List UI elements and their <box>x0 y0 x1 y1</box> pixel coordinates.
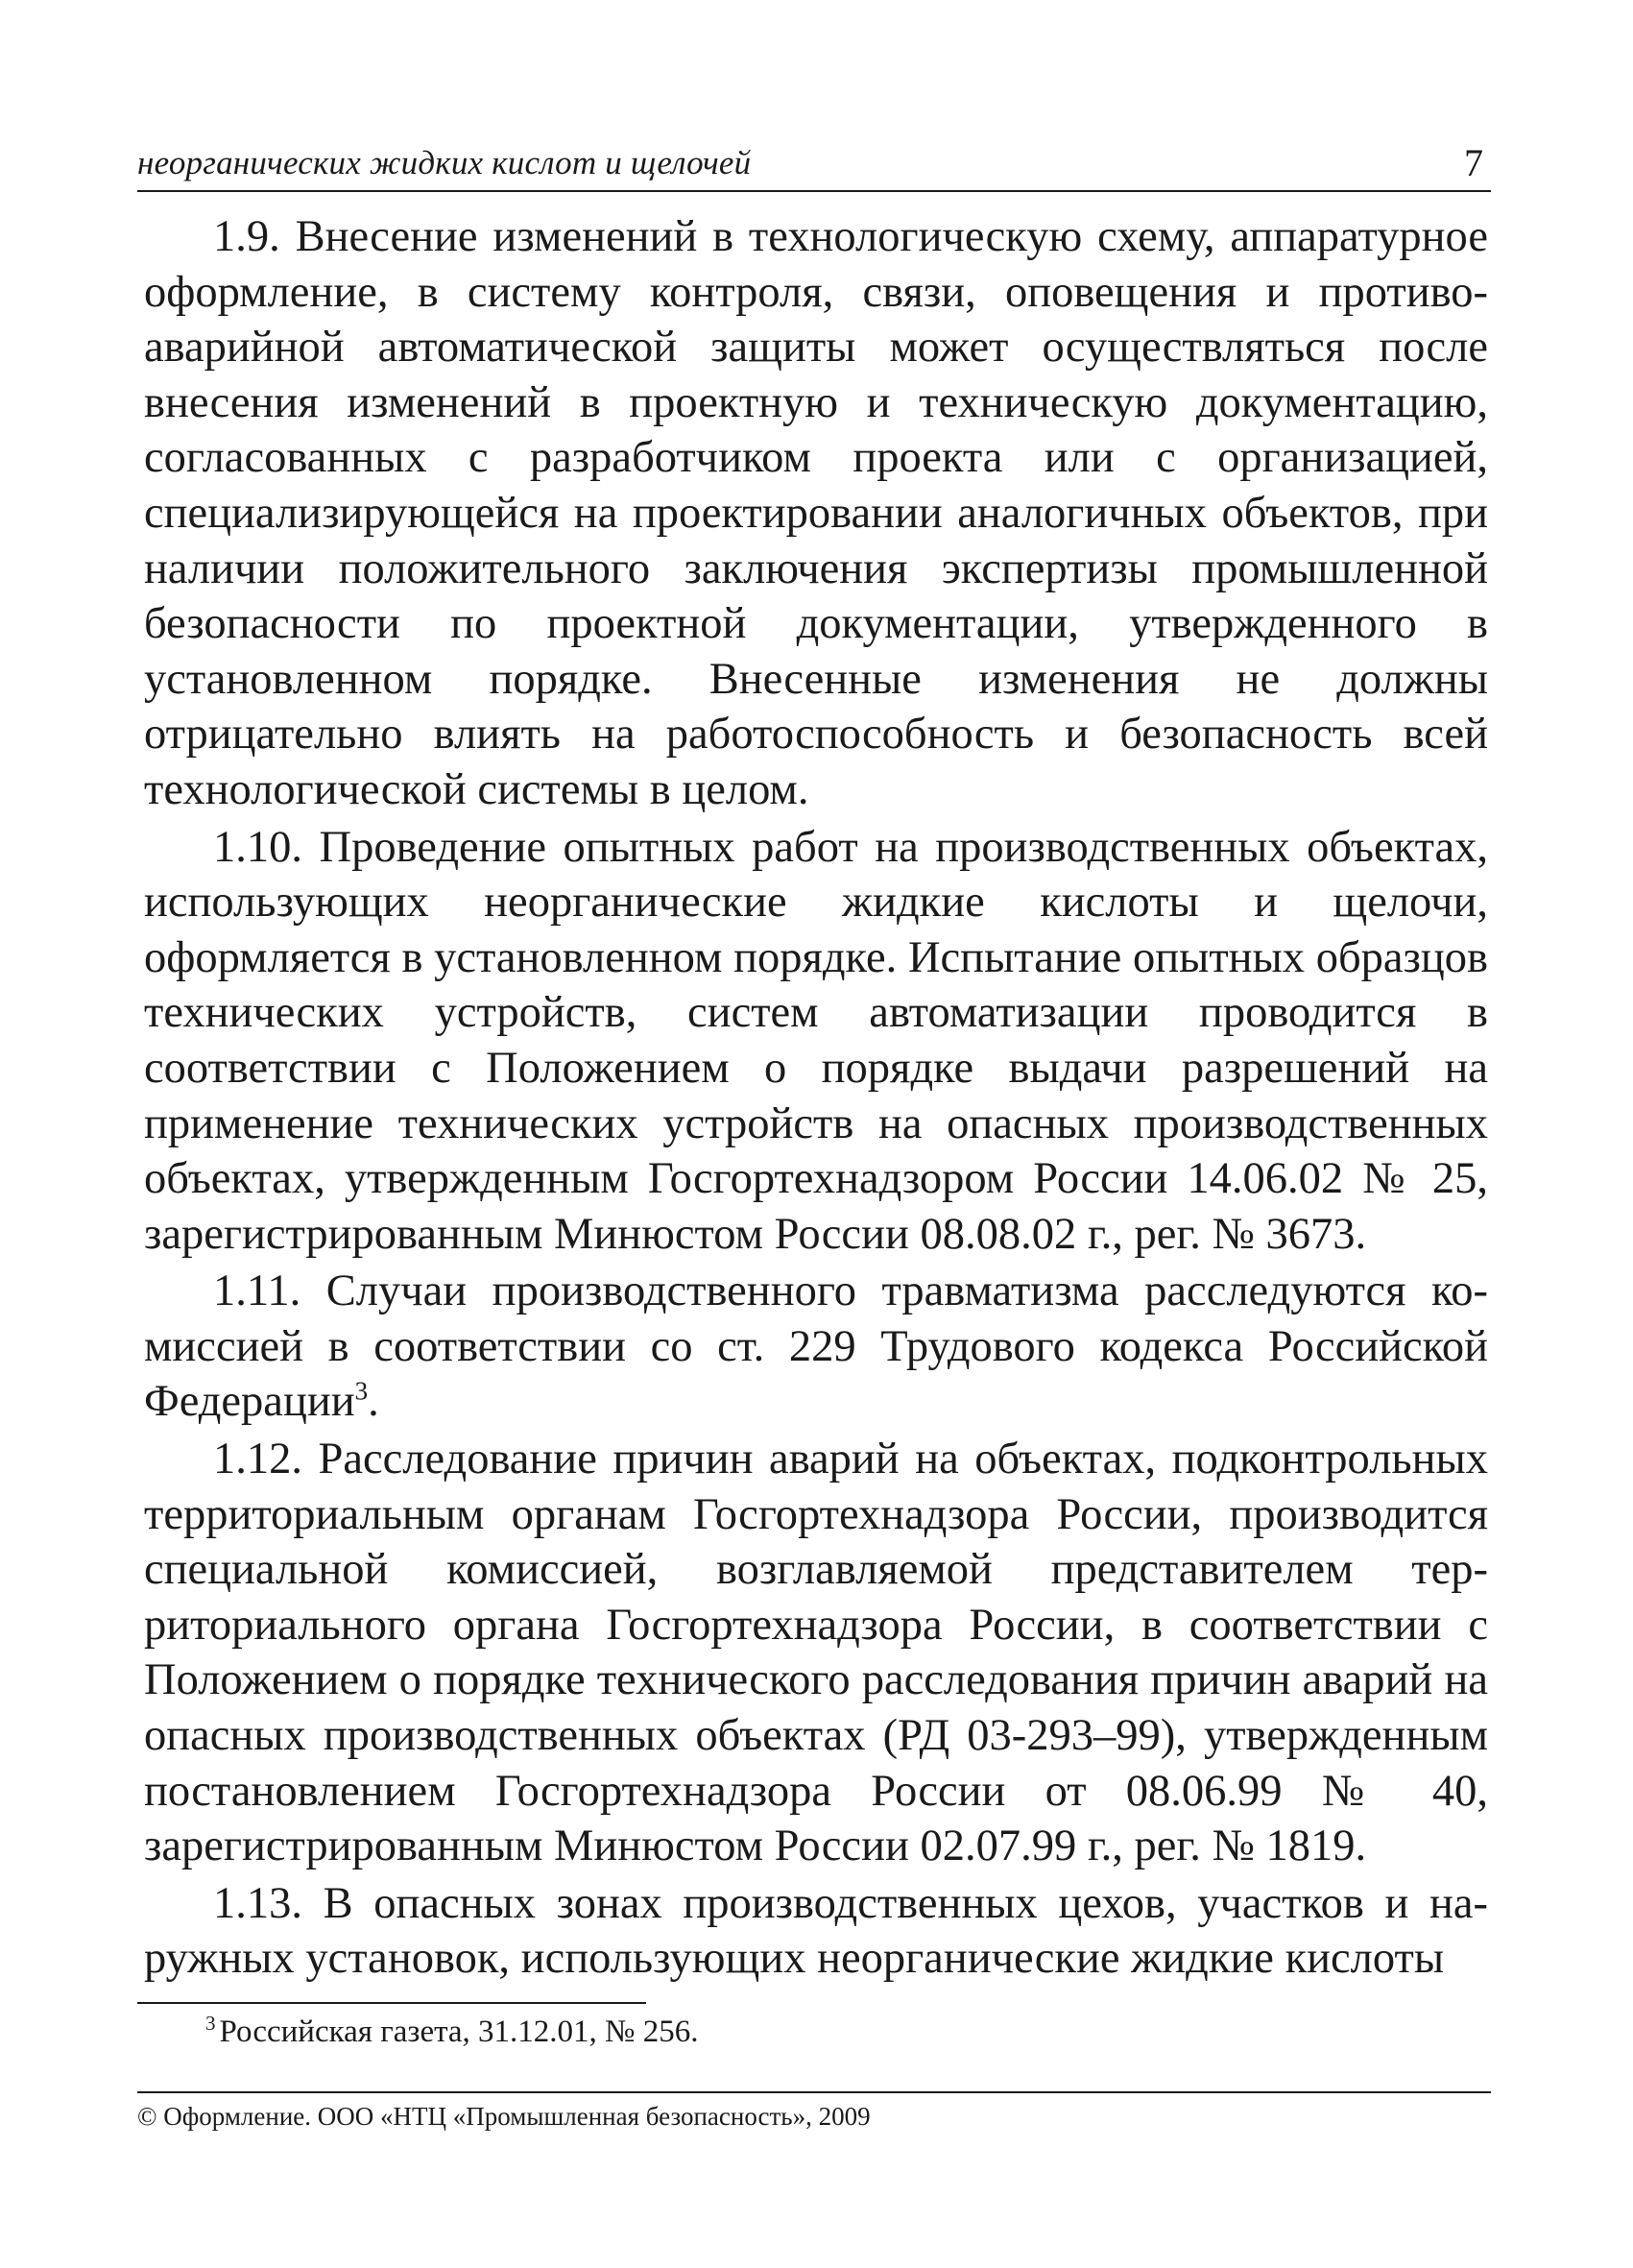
paragraph-1-10 <box>144 820 1488 1263</box>
footnote-mark: 3 <box>205 2012 216 2035</box>
running-header <box>137 141 1491 192</box>
running-title: неорганических жидких кислот и щелочей <box>137 144 752 181</box>
paragraph-1-9 <box>144 209 1488 818</box>
copyright-notice: © Оформление. ООО «НТЦ «Промышленная безопасность», 2009 <box>137 2102 871 2131</box>
footnote <box>205 2013 699 2051</box>
paragraph-1-13 <box>144 1876 1488 1987</box>
paragraph-text: 1.13. В опасных зонах производственных цехов, участков и наружных установок, использующих неорганические жидкие кислоты <box>144 1878 1488 1984</box>
paragraph-1-11 <box>144 1264 1488 1430</box>
footnote-divider <box>137 2002 646 2004</box>
paragraph-text: 1.10. Проведение опытных работ на производственных объектах, использующих неорганические жидкие кислоты и щелочи, оформляется в установленном порядке. Испытание опытных образцов технических устройств, систем автоматизации проводится в соответствии с Положением о порядке выдачи разрешений на применение технических устройств на опасных производственных объектах, утвержденным Госгортехнадзором России 14.06.02 № 25, зарегистрированным Минюстом России 08.08.02 г., рег. № 3673. <box>144 822 1488 1259</box>
page-number: 7 <box>1464 141 1483 184</box>
paragraph-text: 1.9. Внесение изменений в технологическую схему, аппаратурное оформление, в систему контроля, связи, оповещения и противоаварийной автоматической защиты может осуществляться после внесения изменений в проектную и техническую документацию, согласованных с разработчиком проекта или с организацией, специализирующейся на проектировании аналогичных объектов, при наличии положительного заключения экспертизы промышленной безопасности по проектной документации, утвержденного в установленном порядке. Внесенные изменения не должны отрицательно влиять на работоспособность и безопасность всей технологической системы в целом. <box>144 212 1488 814</box>
footnote-reference: 3 <box>354 1376 369 1406</box>
body-text <box>144 209 1488 1989</box>
paragraph-text: 1.12. Расследование причин аварий на объектах, подконтрольных территориальным органам Госгортехнадзора России, производится специальной комиссией, возглавляемой представителем территориального органа Госгортехнадзора России, в соответствии с Положением о порядке технического расследования причин аварий на опасных производственных объектах (РД 03-293–99), утвержденным постановлением Госгортехнадзора России от 08.06.99 № 40, зарегистрированным Минюстом России 02.07.99 г., рег. № 1819. <box>144 1435 1488 1871</box>
paragraph-end-punctuation: . <box>368 1377 379 1427</box>
footnote-text: Российская газета, 31.12.01, № 256. <box>219 2015 699 2049</box>
paragraph-text: 1.11. Случаи производственного травматизма расследуются комиссией в соответствии со ст. 229 Трудового кодекса Российской Федерации <box>144 1267 1488 1427</box>
footer-divider <box>137 2091 1491 2093</box>
paragraph-1-12 <box>144 1432 1488 1874</box>
